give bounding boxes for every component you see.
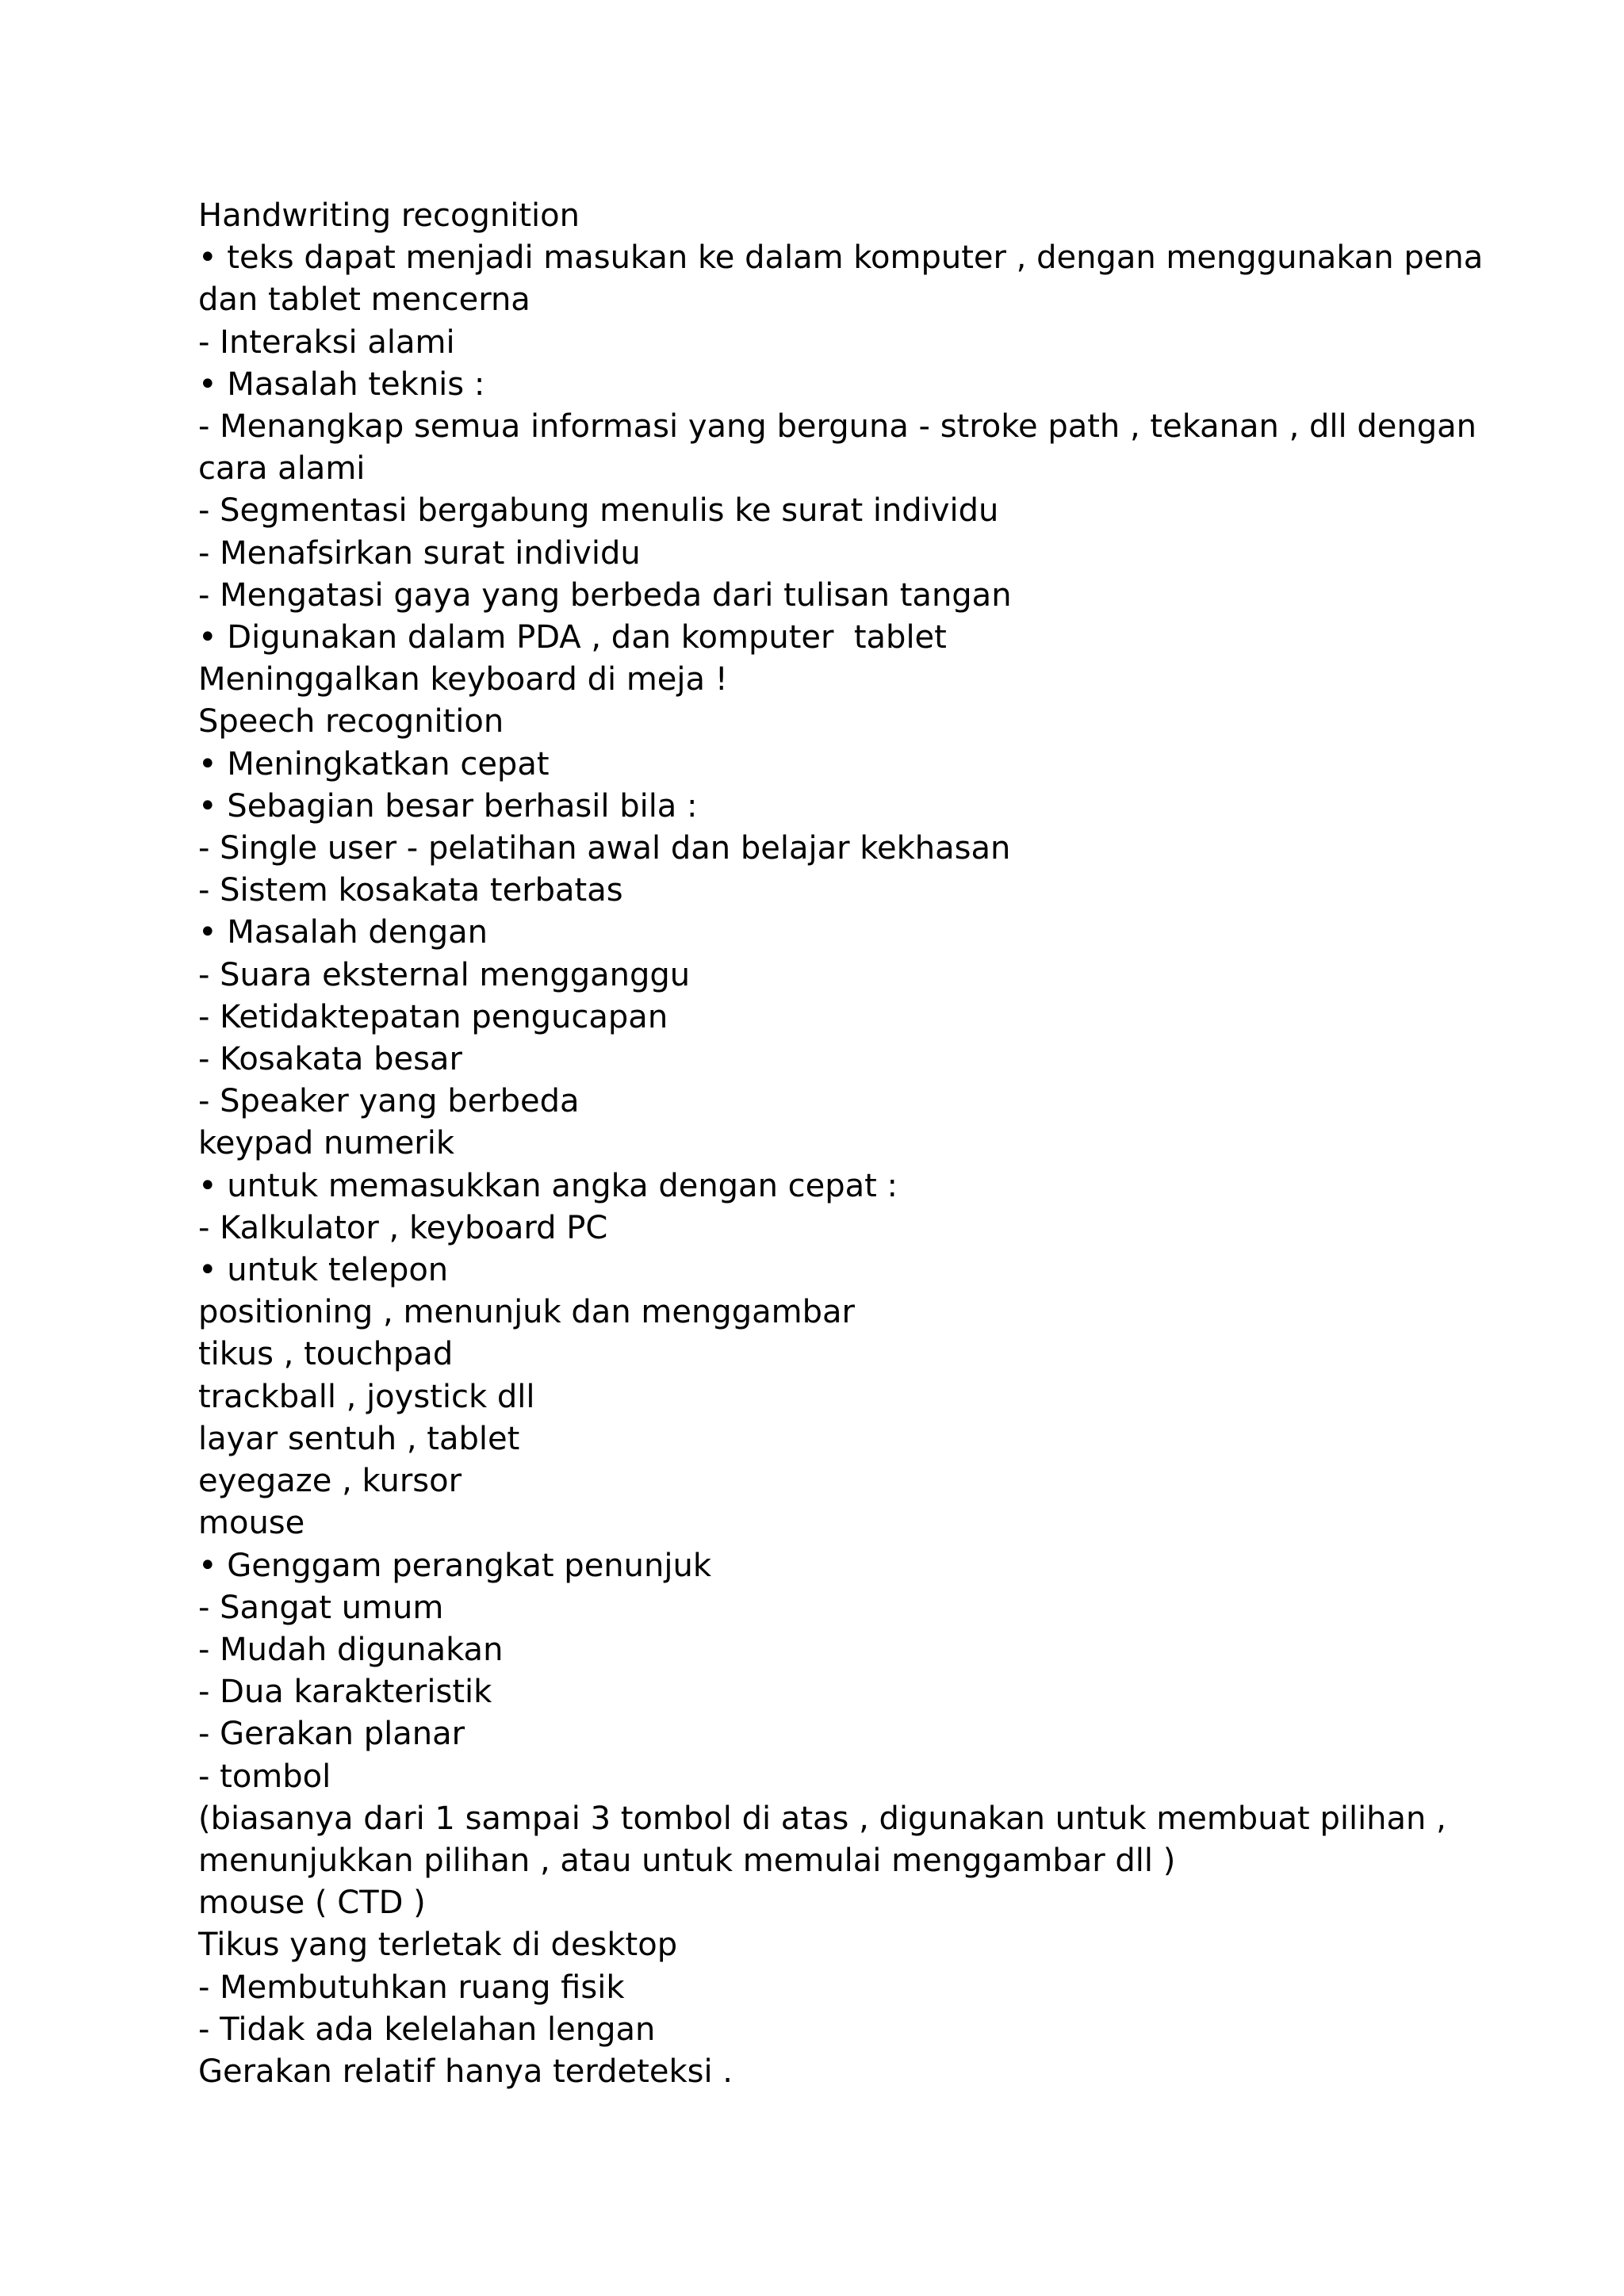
text-line: mouse ( CTD ) (198, 1885, 426, 1922)
text-line: • teks dapat menjadi masukan ke dalam komputer , dengan menggunakan pena (198, 239, 1484, 277)
text-line: - Menangkap semua informasi yang berguna - stroke path , tekanan , dll dengan (198, 408, 1477, 446)
text-line: - Menafsirkan surat individu (198, 534, 641, 572)
text-line: Gerakan relatif hanya terdeteksi . (198, 2053, 733, 2090)
text-line: • Sebagian besar berhasil bila : (198, 787, 698, 825)
text-line: - Membutuhkan ruang fisik (198, 1969, 625, 2006)
text-line: menunjukkan pilihan , atau untuk memulai menggambar dll ) (198, 1842, 1176, 1879)
text-line: layar sentuh , tablet (198, 1420, 520, 1457)
text-line: tikus , touchpad (198, 1336, 454, 1373)
text-line: Speech recognition (198, 703, 504, 740)
text-line: Meninggalkan keyboard di meja ! (198, 661, 728, 698)
text-line: - Dua karakteristik (198, 1674, 492, 1711)
text-line: • Genggam perangkat penunjuk (198, 1547, 711, 1584)
text-line: - Kosakata besar (198, 1041, 462, 1078)
text-line: - Ketidaktepatan pengucapan (198, 998, 668, 1035)
text-line: cara alami (198, 450, 366, 488)
text-line: Handwriting recognition (198, 197, 580, 234)
text-line: - Kalkulator , keyboard PC (198, 1209, 608, 1246)
text-line: dan tablet mencerna (198, 281, 530, 319)
text-line: positioning , menunjuk dan menggambar (198, 1294, 855, 1331)
text-line: - Sangat umum (198, 1589, 444, 1626)
text-line: • Masalah dengan (198, 914, 488, 951)
text-line: keypad numerik (198, 1125, 455, 1162)
text-line: • Meningkatkan cepat (198, 745, 550, 783)
text-line: - Sistem kosakata terbatas (198, 872, 623, 909)
text-line: - Gerakan planar (198, 1716, 465, 1753)
text-line: • Masalah teknis : (198, 365, 485, 403)
text-line: - Mengatasi gaya yang berbeda dari tulisan tangan (198, 576, 1012, 614)
text-line: • untuk telepon (198, 1252, 449, 1289)
text-line: - Tidak ada kelelahan lengan (198, 2011, 656, 2048)
document-page (198, 195, 1484, 2093)
text-line: - Mudah digunakan (198, 1631, 504, 1668)
text-line: - Suara eksternal mengganggu (198, 956, 691, 993)
text-line: (biasanya dari 1 sampai 3 tombol di atas , digunakan untuk membuat pilihan , (198, 1800, 1446, 1837)
text-line: - Interaksi alami (198, 323, 455, 361)
text-line: • Digunakan dalam PDA , dan komputer tablet (198, 619, 947, 656)
text-line: Tikus yang terletak di desktop (198, 1927, 678, 1964)
text-line: trackball , joystick dll (198, 1378, 535, 1415)
text-line: eyegaze , kursor (198, 1463, 462, 1500)
text-line: • untuk memasukkan angka dengan cepat : (198, 1167, 898, 1204)
text-line: mouse (198, 1505, 305, 1542)
text-line: - tombol (198, 1758, 331, 1795)
text-line: - Speaker yang berbeda (198, 1083, 580, 1120)
text-line: - Segmentasi bergabung menulis ke surat individu (198, 492, 999, 530)
text-line: - Single user - pelatihan awal dan belajar kekhasan (198, 830, 1011, 867)
